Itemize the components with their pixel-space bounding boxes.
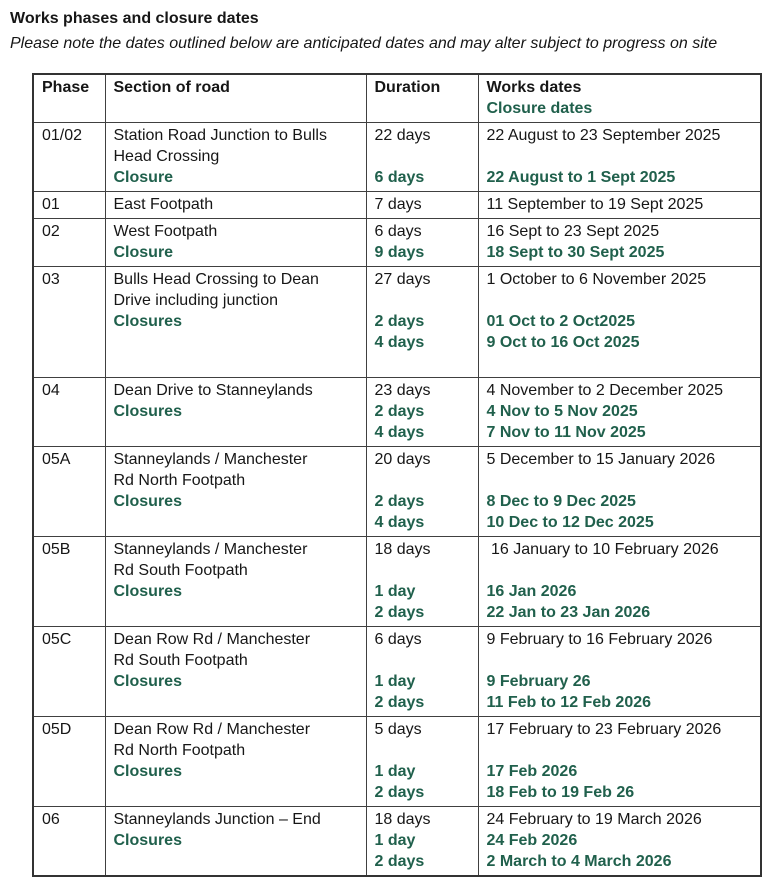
text-line: 9 February to 16 February 2026 bbox=[486, 631, 713, 648]
duration-cell bbox=[366, 378, 478, 447]
text-line: 24 February to 19 March 2026 bbox=[486, 811, 702, 828]
text-line: East Footpath bbox=[113, 196, 214, 213]
text-line: 1 October to 6 November 2025 bbox=[486, 271, 707, 288]
closure-line: 2 days bbox=[374, 313, 425, 330]
text-line: 22 August to 23 September 2025 bbox=[486, 127, 721, 144]
duration-cell bbox=[366, 123, 478, 192]
works-dates-cell bbox=[478, 717, 761, 807]
closure-line: Closures bbox=[113, 493, 182, 510]
works-dates-cell bbox=[478, 378, 761, 447]
phase-cell: 01/02 bbox=[33, 123, 105, 192]
closure-line: 22 Jan to 23 Jan 2026 bbox=[486, 604, 651, 621]
closure-line: 7 Nov to 11 Nov 2025 bbox=[486, 424, 646, 441]
text-line bbox=[114, 851, 358, 872]
text-line bbox=[487, 353, 753, 374]
closure-line: 10 Dec to 12 Dec 2025 bbox=[486, 514, 654, 531]
phase-cell: 04 bbox=[33, 378, 105, 447]
works-dates-cell bbox=[478, 192, 761, 219]
duration-cell bbox=[366, 192, 478, 219]
text-line: West Footpath bbox=[113, 223, 218, 240]
closure-line: Closures bbox=[113, 832, 182, 849]
text-line bbox=[487, 740, 753, 761]
closure-line: 9 Oct to 16 Oct 2025 bbox=[486, 334, 640, 351]
text-line bbox=[375, 353, 470, 374]
closure-line: Closures bbox=[113, 763, 182, 780]
duration-cell bbox=[366, 447, 478, 537]
text-line bbox=[114, 692, 358, 713]
text-line: 27 days bbox=[374, 271, 431, 288]
text-line bbox=[487, 290, 753, 311]
closure-line: 18 Sept to 30 Sept 2025 bbox=[486, 244, 665, 261]
section-of-road-cell bbox=[105, 219, 366, 267]
table-row bbox=[33, 537, 761, 627]
closure-line: 1 day bbox=[374, 763, 416, 780]
closure-line: Closures bbox=[113, 673, 182, 690]
closure-line: 2 days bbox=[374, 784, 425, 801]
text-line: Dean Row Rd / Manchester bbox=[113, 631, 311, 648]
works-dates-cell bbox=[478, 807, 761, 877]
text-line bbox=[375, 146, 470, 167]
closure-line: 18 Feb to 19 Feb 26 bbox=[486, 784, 635, 801]
text-line: 23 days bbox=[374, 382, 431, 399]
section-of-road-cell bbox=[105, 378, 366, 447]
text-line: Rd North Footpath bbox=[113, 472, 246, 489]
closure-line: 1 day bbox=[374, 832, 416, 849]
text-line: 20 days bbox=[374, 451, 431, 468]
closure-line: 8 Dec to 9 Dec 2025 bbox=[486, 493, 636, 510]
text-line: 6 days bbox=[374, 631, 422, 648]
phase-cell: 05B bbox=[33, 537, 105, 627]
text-line bbox=[114, 782, 358, 803]
closure-line: 4 days bbox=[374, 334, 425, 351]
text-line: Head Crossing bbox=[113, 148, 220, 165]
header-works-dates bbox=[478, 74, 761, 123]
text-line bbox=[375, 650, 470, 671]
works-dates-cell bbox=[478, 219, 761, 267]
phase-cell: 06 bbox=[33, 807, 105, 877]
text-line bbox=[487, 560, 753, 581]
duration-cell bbox=[366, 219, 478, 267]
works-dates-cell bbox=[478, 123, 761, 192]
closure-line: 24 Feb 2026 bbox=[486, 832, 578, 849]
text-line: 16 Sept to 23 Sept 2025 bbox=[486, 223, 660, 240]
closure-line: 9 February 26 bbox=[486, 673, 591, 690]
text-line: 6 days bbox=[374, 223, 422, 240]
text-line bbox=[114, 602, 358, 623]
closure-line: 6 days bbox=[374, 169, 425, 186]
text-line bbox=[114, 332, 358, 353]
closure-line: Closure bbox=[113, 244, 174, 261]
phase-cell: 02 bbox=[33, 219, 105, 267]
text-line: Stanneylands Junction – End bbox=[113, 811, 321, 828]
closure-line: 17 Feb 2026 bbox=[486, 763, 578, 780]
table-row bbox=[33, 192, 761, 219]
page-title: Works phases and closure dates bbox=[10, 10, 259, 27]
phase-cell: 05D bbox=[33, 717, 105, 807]
text-line: Drive including junction bbox=[113, 292, 279, 309]
closure-line: 1 day bbox=[374, 583, 416, 600]
text-line: Rd North Footpath bbox=[113, 742, 246, 759]
closure-line: 4 Nov to 5 Nov 2025 bbox=[486, 403, 638, 420]
header-duration: Duration bbox=[366, 74, 478, 123]
text-line bbox=[375, 470, 470, 491]
works-dates-cell bbox=[478, 537, 761, 627]
duration-cell bbox=[366, 267, 478, 378]
works-table-body bbox=[33, 123, 761, 877]
text-line: 18 days bbox=[374, 541, 431, 558]
works-dates-cell bbox=[478, 627, 761, 717]
duration-cell bbox=[366, 537, 478, 627]
closure-line: 2 days bbox=[374, 604, 425, 621]
text-line: Dean Drive to Stanneylands bbox=[113, 382, 313, 399]
text-line: Rd South Footpath bbox=[113, 562, 248, 579]
closure-line: 2 March to 4 March 2026 bbox=[486, 853, 672, 870]
header-section-of-road: Section of road bbox=[105, 74, 366, 123]
works-dates-cell bbox=[478, 267, 761, 378]
section-of-road-cell bbox=[105, 192, 366, 219]
text-line: Rd South Footpath bbox=[113, 652, 248, 669]
duration-cell bbox=[366, 627, 478, 717]
phase-cell: 03 bbox=[33, 267, 105, 378]
text-line: 11 September to 19 Sept 2025 bbox=[486, 196, 704, 213]
table-row bbox=[33, 447, 761, 537]
text-line: Bulls Head Crossing to Dean bbox=[113, 271, 319, 288]
phase-cell: 01 bbox=[33, 192, 105, 219]
text-line bbox=[114, 422, 358, 443]
section-of-road-cell bbox=[105, 717, 366, 807]
table-row bbox=[33, 627, 761, 717]
table-row bbox=[33, 219, 761, 267]
text-line: Stanneylands / Manchester bbox=[113, 541, 308, 558]
closure-line: 2 days bbox=[374, 853, 425, 870]
text-line bbox=[375, 560, 470, 581]
text-line bbox=[375, 290, 470, 311]
header-closure-dates-label: Closure dates bbox=[486, 100, 593, 117]
closure-line: 22 August to 1 Sept 2025 bbox=[486, 169, 676, 186]
closure-line: 2 days bbox=[374, 403, 425, 420]
closure-line: 01 Oct to 2 Oct2025 bbox=[486, 313, 636, 330]
text-line: 18 days bbox=[374, 811, 431, 828]
text-line: 16 January to 10 February 2026 bbox=[486, 541, 719, 558]
text-line: Station Road Junction to Bulls bbox=[113, 127, 327, 144]
header-works-dates-label: Works dates bbox=[486, 79, 582, 96]
table-row bbox=[33, 267, 761, 378]
table-row bbox=[33, 807, 761, 877]
text-line bbox=[375, 740, 470, 761]
closure-line: 4 days bbox=[374, 514, 425, 531]
closure-line: 1 day bbox=[374, 673, 416, 690]
section-of-road-cell bbox=[105, 123, 366, 192]
text-line: Dean Row Rd / Manchester bbox=[113, 721, 311, 738]
closure-line: Closures bbox=[113, 583, 182, 600]
phase-cell: 05C bbox=[33, 627, 105, 717]
closure-line: 9 days bbox=[374, 244, 425, 261]
text-line bbox=[114, 353, 358, 374]
text-line: 5 December to 15 January 2026 bbox=[486, 451, 716, 468]
closure-line: Closure bbox=[113, 169, 174, 186]
duration-cell bbox=[366, 807, 478, 877]
text-line: 4 November to 2 December 2025 bbox=[486, 382, 724, 399]
table-header-row bbox=[33, 74, 761, 123]
section-of-road-cell bbox=[105, 627, 366, 717]
phase-cell: 05A bbox=[33, 447, 105, 537]
text-line: Stanneylands / Manchester bbox=[113, 451, 308, 468]
works-dates-cell bbox=[478, 447, 761, 537]
text-line: 17 February to 23 February 2026 bbox=[486, 721, 722, 738]
works-table bbox=[32, 73, 762, 877]
section-of-road-cell bbox=[105, 807, 366, 877]
closure-line: 2 days bbox=[374, 694, 425, 711]
closure-line: 11 Feb to 12 Feb 2026 bbox=[486, 694, 652, 711]
text-line bbox=[114, 512, 358, 533]
section-of-road-cell bbox=[105, 447, 366, 537]
text-line: 7 days bbox=[374, 196, 422, 213]
table-row bbox=[33, 717, 761, 807]
closure-line: Closures bbox=[113, 313, 182, 330]
section-of-road-cell bbox=[105, 267, 366, 378]
text-line bbox=[487, 146, 753, 167]
closure-line: Closures bbox=[113, 403, 182, 420]
text-line bbox=[487, 470, 753, 491]
duration-cell bbox=[366, 717, 478, 807]
text-line bbox=[487, 650, 753, 671]
closure-line: 2 days bbox=[374, 493, 425, 510]
section-of-road-cell bbox=[105, 537, 366, 627]
text-line: 5 days bbox=[374, 721, 422, 738]
page-subtitle: Please note the dates outlined below are anticipated dates and may alter subject to progress on site bbox=[10, 35, 718, 52]
closure-line: 4 days bbox=[374, 424, 425, 441]
table-row bbox=[33, 378, 761, 447]
table-row bbox=[33, 123, 761, 192]
closure-line: 16 Jan 2026 bbox=[486, 583, 577, 600]
header-phase: Phase bbox=[33, 74, 105, 123]
text-line: 22 days bbox=[374, 127, 431, 144]
